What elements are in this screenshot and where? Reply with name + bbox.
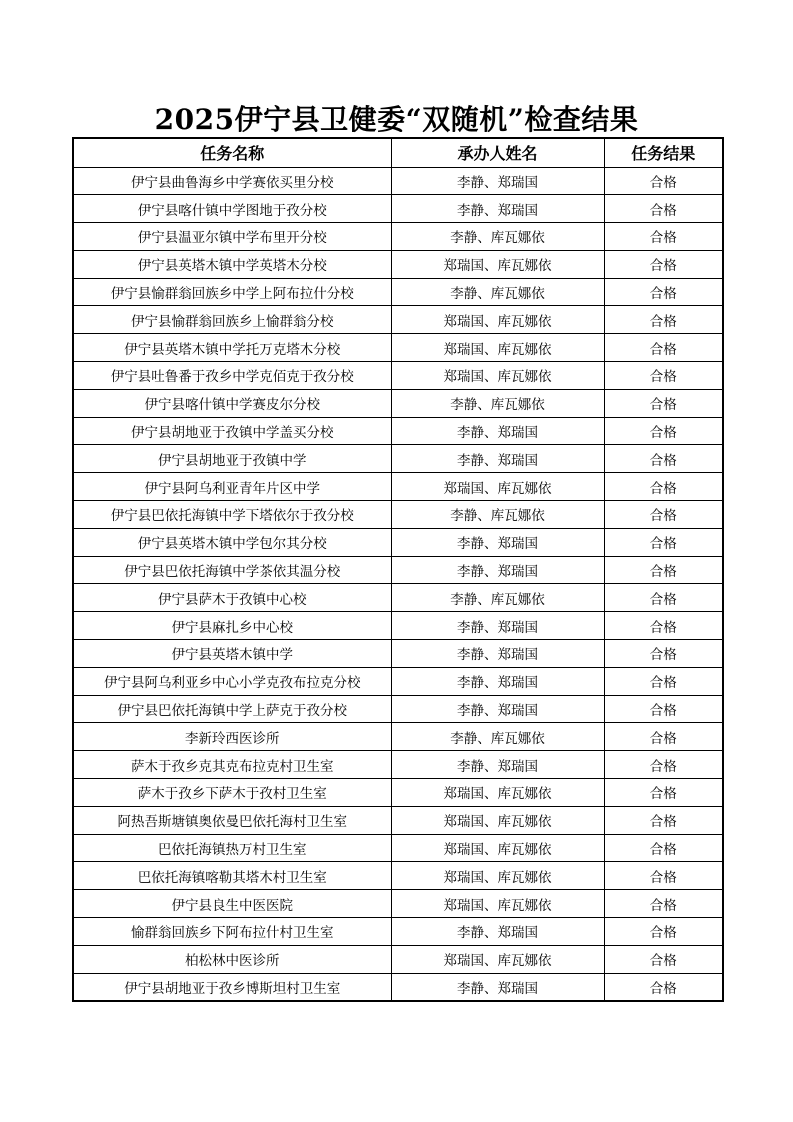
handler-name-cell: 李静、郑瑞国 (391, 445, 604, 473)
handler-name-cell: 郑瑞国、库瓦娜依 (391, 890, 604, 918)
handler-name-cell: 郑瑞国、库瓦娜依 (391, 306, 604, 334)
handler-name-cell: 李静、郑瑞国 (391, 918, 604, 946)
task-name-cell: 伊宁县阿乌利亚青年片区中学 (73, 473, 391, 501)
table-row (73, 556, 723, 584)
task-result-cell: 合格 (604, 167, 723, 195)
task-result-cell: 合格 (604, 473, 723, 501)
task-result-cell: 合格 (604, 445, 723, 473)
column-header-handler-name: 承办人姓名 (391, 138, 604, 167)
handler-name-cell: 郑瑞国、库瓦娜依 (391, 362, 604, 390)
table-row (73, 362, 723, 390)
handler-name-cell: 李静、库瓦娜依 (391, 584, 604, 612)
handler-name-cell: 李静、郑瑞国 (391, 556, 604, 584)
handler-name-cell: 李静、库瓦娜依 (391, 223, 604, 251)
table-row (73, 695, 723, 723)
column-header-task-result: 任务结果 (604, 138, 723, 167)
task-result-cell: 合格 (604, 584, 723, 612)
handler-name-cell: 李静、郑瑞国 (391, 167, 604, 195)
handler-name-cell: 李静、郑瑞国 (391, 667, 604, 695)
table-row (73, 223, 723, 251)
inspection-results-table (72, 137, 724, 1002)
task-result-cell: 合格 (604, 779, 723, 807)
task-name-cell: 伊宁县巴依托海镇中学上萨克于孜分校 (73, 695, 391, 723)
task-result-cell: 合格 (604, 250, 723, 278)
task-name-cell: 伊宁县麻扎乡中心校 (73, 612, 391, 640)
task-result-cell: 合格 (604, 612, 723, 640)
table-row (73, 473, 723, 501)
table-row (73, 918, 723, 946)
handler-name-cell: 郑瑞国、库瓦娜依 (391, 473, 604, 501)
task-name-cell: 巴依托海镇热万村卫生室 (73, 834, 391, 862)
task-name-cell: 伊宁县温亚尔镇中学布里开分校 (73, 223, 391, 251)
table-body (73, 167, 723, 1001)
task-result-cell: 合格 (604, 806, 723, 834)
table-row (73, 834, 723, 862)
task-name-cell: 伊宁县巴依托海镇中学茶依其温分校 (73, 556, 391, 584)
task-result-cell: 合格 (604, 278, 723, 306)
table-row (73, 278, 723, 306)
table-row (73, 334, 723, 362)
handler-name-cell: 李静、库瓦娜依 (391, 389, 604, 417)
task-result-cell: 合格 (604, 556, 723, 584)
handler-name-cell: 郑瑞国、库瓦娜依 (391, 945, 604, 973)
handler-name-cell: 李静、郑瑞国 (391, 612, 604, 640)
header-row (73, 138, 723, 167)
task-name-cell: 萨木于孜乡克其克布拉克村卫生室 (73, 751, 391, 779)
task-name-cell: 伊宁县吐鲁番于孜乡中学克佰克于孜分校 (73, 362, 391, 390)
task-name-cell: 伊宁县英塔木镇中学英塔木分校 (73, 250, 391, 278)
task-result-cell: 合格 (604, 751, 723, 779)
task-result-cell: 合格 (604, 973, 723, 1001)
task-name-cell: 伊宁县愉群翁回族乡上愉群翁分校 (73, 306, 391, 334)
task-result-cell: 合格 (604, 945, 723, 973)
task-result-cell: 合格 (604, 723, 723, 751)
task-name-cell: 愉群翁回族乡下阿布拉什村卫生室 (73, 918, 391, 946)
table-row (73, 167, 723, 195)
task-result-cell: 合格 (604, 417, 723, 445)
task-result-cell: 合格 (604, 862, 723, 890)
table-row (73, 945, 723, 973)
table-row (73, 528, 723, 556)
handler-name-cell: 李静、郑瑞国 (391, 640, 604, 668)
table-row (73, 445, 723, 473)
table-row (73, 306, 723, 334)
handler-name-cell: 李静、郑瑞国 (391, 195, 604, 223)
table-row (73, 723, 723, 751)
table-row (73, 195, 723, 223)
column-header-task-name: 任务名称 (73, 138, 391, 167)
task-result-cell: 合格 (604, 389, 723, 417)
task-result-cell: 合格 (604, 890, 723, 918)
task-name-cell: 巴依托海镇喀勒其塔木村卫生室 (73, 862, 391, 890)
table-row (73, 612, 723, 640)
table-row (73, 862, 723, 890)
task-name-cell: 伊宁县阿乌利亚乡中心小学克孜布拉克分校 (73, 667, 391, 695)
table-row (73, 584, 723, 612)
table-row (73, 890, 723, 918)
task-name-cell: 伊宁县胡地亚于孜镇中学 (73, 445, 391, 473)
handler-name-cell: 李静、郑瑞国 (391, 528, 604, 556)
handler-name-cell: 李静、库瓦娜依 (391, 278, 604, 306)
handler-name-cell: 郑瑞国、库瓦娜依 (391, 806, 604, 834)
handler-name-cell: 李静、郑瑞国 (391, 973, 604, 1001)
task-name-cell: 伊宁县胡地亚于孜镇中学盖买分校 (73, 417, 391, 445)
handler-name-cell: 李静、库瓦娜依 (391, 723, 604, 751)
handler-name-cell: 郑瑞国、库瓦娜依 (391, 779, 604, 807)
task-name-cell: 伊宁县喀什镇中学图地于孜分校 (73, 195, 391, 223)
task-name-cell: 李新玲西医诊所 (73, 723, 391, 751)
task-name-cell: 伊宁县萨木于孜镇中心校 (73, 584, 391, 612)
handler-name-cell: 李静、郑瑞国 (391, 751, 604, 779)
task-name-cell: 伊宁县胡地亚于孜乡博斯坦村卫生室 (73, 973, 391, 1001)
table-row (73, 779, 723, 807)
task-result-cell: 合格 (604, 918, 723, 946)
task-name-cell: 伊宁县良生中医医院 (73, 890, 391, 918)
task-name-cell: 伊宁县英塔木镇中学托万克塔木分校 (73, 334, 391, 362)
table-row (73, 751, 723, 779)
handler-name-cell: 李静、郑瑞国 (391, 417, 604, 445)
task-result-cell: 合格 (604, 223, 723, 251)
task-name-cell: 伊宁县喀什镇中学赛皮尔分校 (73, 389, 391, 417)
table-row (73, 806, 723, 834)
handler-name-cell: 郑瑞国、库瓦娜依 (391, 834, 604, 862)
table-header (73, 138, 723, 167)
task-result-cell: 合格 (604, 362, 723, 390)
task-name-cell: 伊宁县巴依托海镇中学下塔依尔于孜分校 (73, 501, 391, 529)
table-row (73, 640, 723, 668)
table-row (73, 417, 723, 445)
handler-name-cell: 郑瑞国、库瓦娜依 (391, 334, 604, 362)
table-row (73, 667, 723, 695)
table-row (73, 501, 723, 529)
task-result-cell: 合格 (604, 695, 723, 723)
handler-name-cell: 李静、库瓦娜依 (391, 501, 604, 529)
table-row (73, 389, 723, 417)
handler-name-cell: 郑瑞国、库瓦娜依 (391, 250, 604, 278)
task-name-cell: 阿热吾斯塘镇奥依曼巴依托海村卫生室 (73, 806, 391, 834)
handler-name-cell: 郑瑞国、库瓦娜依 (391, 862, 604, 890)
task-result-cell: 合格 (604, 195, 723, 223)
task-result-cell: 合格 (604, 501, 723, 529)
task-name-cell: 萨木于孜乡下萨木于孜村卫生室 (73, 779, 391, 807)
task-name-cell: 伊宁县英塔木镇中学 (73, 640, 391, 668)
handler-name-cell: 李静、郑瑞国 (391, 695, 604, 723)
task-name-cell: 伊宁县愉群翁回族乡中学上阿布拉什分校 (73, 278, 391, 306)
task-result-cell: 合格 (604, 528, 723, 556)
task-name-cell: 柏松林中医诊所 (73, 945, 391, 973)
task-name-cell: 伊宁县英塔木镇中学包尔其分校 (73, 528, 391, 556)
table-row (73, 973, 723, 1001)
table-row (73, 250, 723, 278)
task-name-cell: 伊宁县曲鲁海乡中学赛依买里分校 (73, 167, 391, 195)
task-result-cell: 合格 (604, 306, 723, 334)
task-result-cell: 合格 (604, 834, 723, 862)
task-result-cell: 合格 (604, 667, 723, 695)
page-title: 2025伊宁县卫健委“双随机”检查结果 (154, 103, 639, 136)
task-result-cell: 合格 (604, 640, 723, 668)
task-result-cell: 合格 (604, 334, 723, 362)
